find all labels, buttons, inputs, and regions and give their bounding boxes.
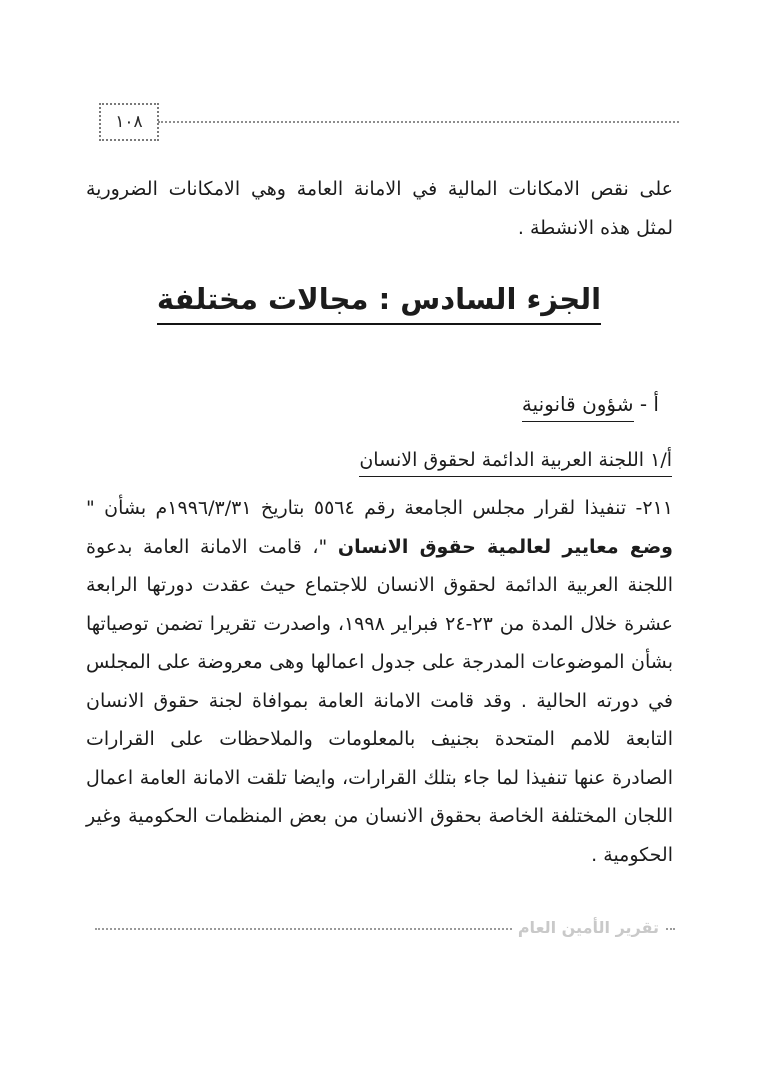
footer-stamp-text: تقرير الأمين العام (512, 918, 665, 937)
header-dotted-rule (158, 121, 679, 123)
part-six-heading-text: الجزء السادس : مجالات مختلفة (157, 282, 601, 325)
part-six-heading (0, 282, 758, 316)
page-number-box (99, 103, 159, 141)
subsection-a1-heading (359, 449, 672, 471)
paragraph-211 (86, 489, 673, 874)
subsection-a1-title: أ/١ اللجنة العربية الدائمة لحقوق الانسان (359, 449, 672, 477)
paragraph-211-bold-phrase: وضع معايير لعالمية حقوق الانسان (337, 535, 673, 558)
section-a-title: شؤون قانونية (522, 392, 634, 422)
paragraph-211-text-before: ٢١١- تنفيذا لقرار مجلس الجامعة رقم ٥٥٦٤ بتاريخ ١٩٩٦/٣/٣١م بشأن " (86, 497, 673, 519)
intro-paragraph: على نقص الامكانات المالية في الامانة العامة وهي الامكانات الضرورية لمثل هذه الانشطة . (86, 178, 673, 239)
paragraph-211-text-after: "، قامت الامانة العامة بدعوة اللجنة العربية الدائمة لحقوق الانسان للاجتماع حيث عقدت دورتها الرابعة عشرة خلال المدة من ٢٣-٢٤ فبراير ١٩٩٨، واصدرت تقريرا تضمن توصياتها بشأن الموضوعات المدرجة على جدول اعمالها وهى معروضة على المجلس في دورته الحالية . وقد قامت الامانة العامة بموافاة لجنة حقوق الانسان التابعة للامم المتحدة بجنيف بالمعلومات والملاحظات على القرارات الصادرة عنها تنفيذا لما جاء بتلك القرارات، وايضا تلقت الامانة العامة اعمال اللجان المختلفة الخاصة بحقوق الانسان من بعض المنظمات الحكومية وغير الحكومية . (86, 535, 673, 866)
footer-dotted-rule (95, 918, 675, 937)
section-a-prefix: أ - (633, 392, 659, 416)
page-number: ١٠٨ (115, 112, 143, 132)
section-a-heading (522, 392, 659, 416)
